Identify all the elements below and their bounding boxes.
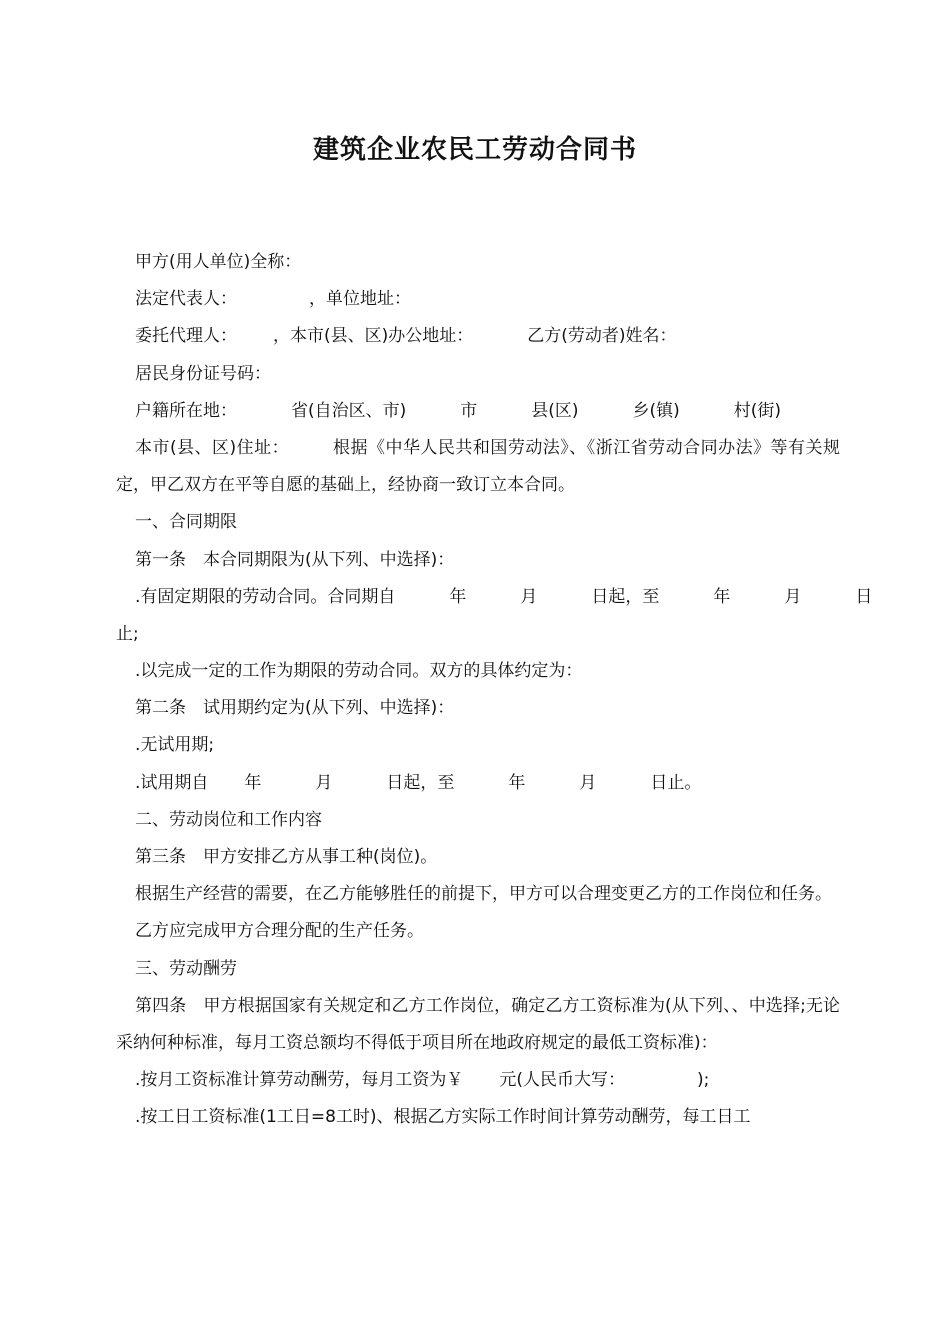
hukou-village: 村(街) [733, 400, 782, 421]
hukou-town: 乡(镇) [632, 400, 680, 421]
day-label: 日起，至 [386, 772, 455, 793]
monthly-wage-label: .按月工资标准计算劳动酬劳，每月工资为￥ [135, 1070, 464, 1091]
party-a-line [116, 244, 840, 281]
probation-label: .试用期自 [135, 772, 209, 793]
section-heading: 三、劳动酬劳 [135, 958, 237, 979]
legal-rep-line [116, 281, 840, 318]
id-number-label: 居民身份证号码： [135, 363, 271, 384]
year-label: 年 [508, 772, 526, 793]
article-1: 第一条 本合同期限为(从下列、中选择)： [135, 549, 455, 570]
unit-address-label: ，单位地址： [309, 289, 411, 310]
legal-rep-label: 法定代表人： [135, 289, 237, 310]
month-label: 月 [784, 586, 802, 607]
party-a-label: 甲方(用人单位)全称： [135, 252, 302, 272]
monthly-wage-close: ); [697, 1070, 710, 1091]
contract-body [116, 244, 873, 1137]
hukou-line [116, 393, 840, 430]
tasks-line: 乙方应完成甲方合理分配的生产任务。 [135, 921, 424, 942]
article-3: 第三条 甲方安排乙方从事工种(岗位)。 [135, 847, 438, 868]
task-term-line: .以完成一定的工作为期限的劳动合同。双方的具体约定为： [135, 661, 583, 682]
probation-line [116, 765, 840, 802]
fixed-term-label: .有固定期限的劳动合同。合同期自 [135, 586, 396, 607]
article-4: 第四条 甲方根据国家有关规定和乙方工作岗位，确定乙方工资标准为(从下列、、中选择;无论采纳何种标准，每月工资总额均不得低于项目所在地政府规定的最低工资标准)： [116, 995, 840, 1053]
hukou-county: 县(区) [531, 400, 579, 421]
year-label: 年 [244, 772, 262, 793]
hukou-province: 省(自治区、市) [291, 400, 407, 421]
daily-wage-line: .按工日工资标准(1工日=8工时)、根据乙方实际工作时间计算劳动酬劳，每工日工 [135, 1107, 751, 1128]
post-change-paragraph: 根据生产经营的需要，在乙方能够胜任的前提下，甲方可以合理变更乙方的工作岗位和任务。 [135, 884, 832, 905]
year-label: 年 [449, 586, 467, 607]
hukou-label: 户籍所在地： [135, 400, 237, 421]
section-heading: 二、劳动岗位和工作内容 [135, 809, 322, 830]
month-label: 月 [315, 772, 333, 793]
page-title: 建筑企业农民工劳动合同书 [312, 135, 637, 165]
fixed-term-end: 止; [116, 623, 139, 644]
office-address-label: ，本市(县、区)办公地址： [273, 326, 474, 347]
monthly-wage-line [116, 1062, 840, 1099]
fixed-term-line [116, 579, 873, 616]
monthly-wage-words-label: 元(人民币大写： [499, 1070, 626, 1091]
agent-label: 委托代理人： [135, 326, 237, 347]
no-probation-line: .无试用期; [135, 735, 215, 756]
day-label: 日 [855, 586, 873, 607]
day-label: 日止。 [650, 772, 702, 793]
article-2: 第二条 试用期约定为(从下列、中选择)： [135, 698, 455, 719]
month-label: 月 [579, 772, 597, 793]
hukou-city: 市 [460, 400, 478, 421]
residence-paragraph: 本市(县、区)住址： 根据《中华人民共和国劳动法》、《浙江省劳动合同办法》等有关规定，甲乙双方在平等自愿的基础上，经协商一致订立本合同。 [116, 437, 840, 496]
party-b-label: 乙方(劳动者)姓名： [527, 326, 677, 347]
id-number-line [116, 356, 840, 393]
month-label: 月 [520, 586, 538, 607]
agent-line [116, 318, 840, 355]
year-label: 年 [713, 586, 731, 607]
section-heading: 一、合同期限 [135, 512, 237, 533]
day-label: 日起，至 [591, 586, 660, 607]
